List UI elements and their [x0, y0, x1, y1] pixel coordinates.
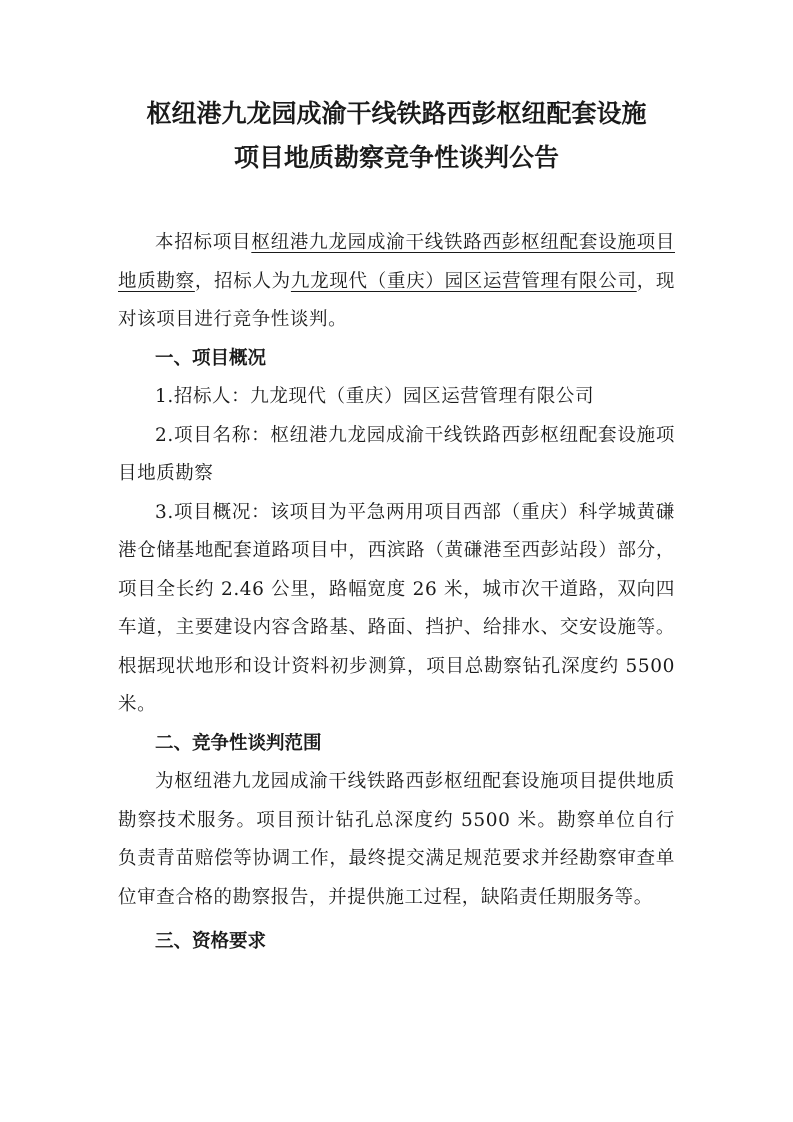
section1-item1: 1.招标人：九龙现代（重庆）园区运营管理有限公司	[155, 386, 595, 407]
title-line-2: 项目地质勘察竞争性谈判公告	[233, 143, 559, 172]
section1-item2: 2.项目名称：枢纽港九龙园成渝干线铁路西彭枢纽配套设施项目地质勘察	[118, 424, 675, 484]
document-body	[118, 224, 675, 962]
intro-tenderer: 九龙现代（重庆）园区运营管理有限公司	[290, 270, 637, 292]
intro-suffix: ，现对该项目进行竞争性谈判。	[118, 270, 675, 330]
intro-project-name: 枢纽港九龙园成渝干线铁路西彭枢纽配套设施项目地质勘察	[118, 232, 675, 292]
page-title	[110, 92, 683, 180]
intro-prefix: 本招标项目	[155, 232, 252, 253]
section2-text: 为枢纽港九龙园成渝干线铁路西彭枢纽配套设施项目提供地质勘察技术服务。项目预计钻孔总深度约 5500 米。勘察单位自行负责青苗赔偿等协调工作，最终提交满足规范要求并经勘察审查单位审查合格的勘察报告，并提供施工过程，缺陷责任期服务等。	[118, 771, 675, 908]
title-line-1: 枢纽港九龙园成渝干线铁路西彭枢纽配套设施	[146, 99, 647, 128]
section3-heading: 三、资格要求	[155, 931, 267, 952]
section2-heading: 二、竞争性谈判范围	[155, 732, 322, 754]
intro-paragraph	[118, 224, 675, 340]
section1-heading: 一、项目概况	[155, 347, 267, 369]
section1-item3: 3.项目概况：该项目为平急两用项目西部（重庆）科学城黄磏港仓储基地配套道路项目中，西滨路（黄磏港至西彭站段）部分，项目全长约 2.46 公里，路幅宽度 26 米，城市次干道路，双向四车道，主要建设内容含路基、路面、挡护、给排水、交安设施等。根据现状地形和设计资料初步测算，项目总勘察钻孔深度约 5500 米。	[118, 501, 675, 715]
intro-middle: ，招标人为	[194, 270, 291, 292]
